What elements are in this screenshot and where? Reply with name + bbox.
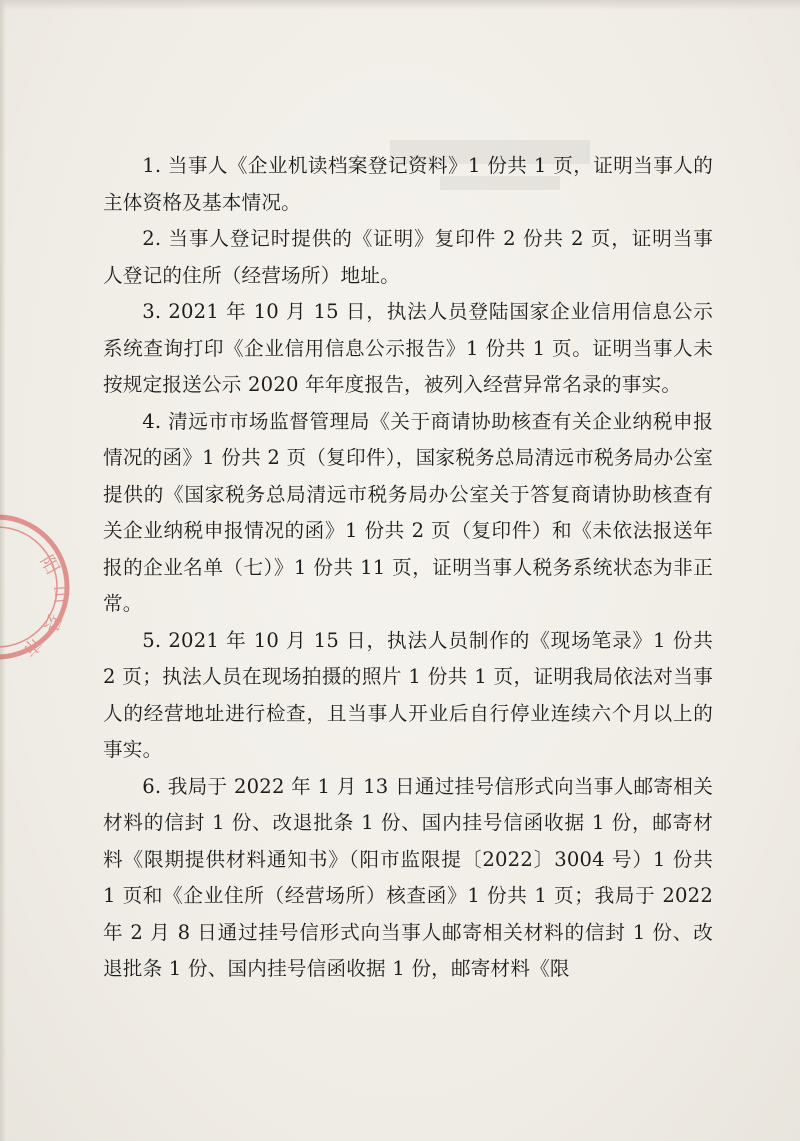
seal-char-3: 县: [39, 610, 66, 635]
evidence-item-1: 1. 当事人《企业机读档案登记资料》1 份共 1 页，证明当事人的主体资格及基本情况。: [103, 154, 713, 214]
evidence-item-5: 5. 2021 年 10 月 15 日，执法人员制作的《现场笔录》1 份共 2 页；执法人员在现场拍摄的照片 1 份共 1 页，证明我局依法对当事人的经营地址进行检查，且当事人开业后自行停业连续六个月以上的事实。: [103, 628, 713, 761]
evidence-item-6: 6. 我局于 2022 年 1 月 13 日通过挂号信形式向当事人邮寄相关材料的信封 1 份、改退批条 1 份、国内挂号信函收据 1 份，邮寄材料《限期提供材料通知书》（阳市监限提〔2022〕3004 号）1 份共 1 页和《企业住所（经营场所）核查函》1 份共 1 页；我局于 2022 年 2 月 8 日通过挂号信形式向当事人邮寄相关材料的信封 1 份、改退批条 1 份、国内挂号信函收据 1 份，邮寄材料《限: [103, 774, 713, 980]
evidence-list: [103, 148, 713, 988]
evidence-item-4: 4. 清远市市场监督管理局《关于商请协助核查有关企业纳税申报情况的函》1 份共 2 页（复印件），国家税务总局清远市税务局办公室提供的《国家税务总局清远市税务局办公室关于答复商请协助核查有关企业纳税申报情况的函》1 份共 2 页（复印件）和《未依法报送年报的企业名单（七）》1 份共 11 页，证明当事人税务系统状态为非正常。: [103, 409, 713, 615]
evidence-item-2: 2. 当事人登记时提供的《证明》复印件 2 份共 2 页，证明当事人登记的住所（经营场所）地址。: [103, 227, 713, 287]
seal-char-2: 山: [49, 584, 72, 605]
page-top-shadow: [0, 0, 800, 10]
seal-char-4: 市: [17, 632, 46, 661]
seal-char-1: 阳: [35, 552, 63, 579]
red-official-seal-icon: [0, 512, 72, 662]
evidence-item-3: 3. 2021 年 10 月 15 日，执法人员登陆国家企业信用信息公示系统查询打印《企业信用信息公示报告》1 份共 1 页。证明当事人未按规定报送公示 2020 年年度报告，被列入经营异常名录的事实。: [103, 300, 713, 396]
